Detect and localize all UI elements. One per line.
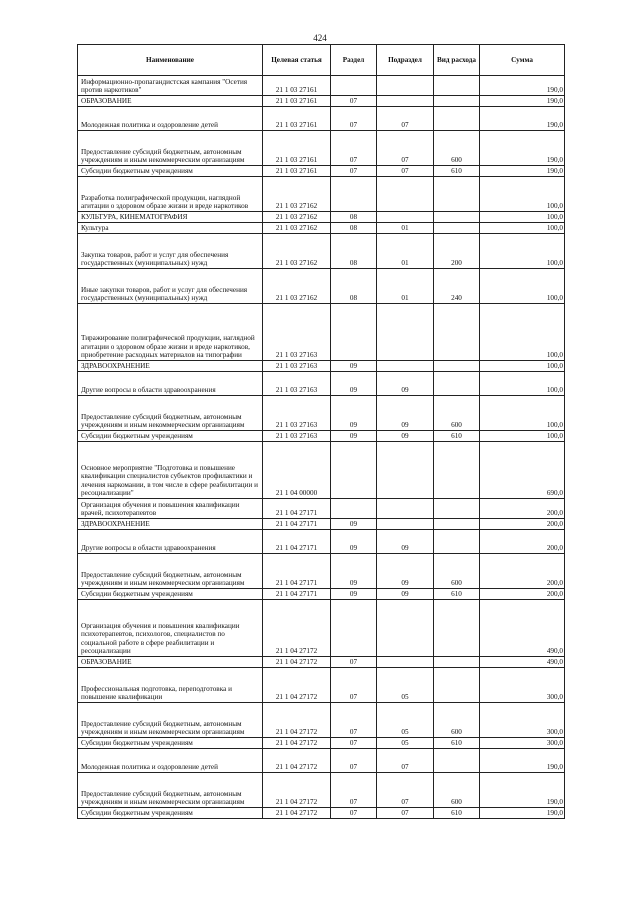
cell-subsection: 07 — [377, 773, 434, 808]
cell-target-article: 21 1 03 27162 — [263, 212, 331, 223]
cell-target-article: 21 1 04 27172 — [263, 668, 331, 703]
cell-target-article: 21 1 03 27161 — [263, 107, 331, 131]
cell-subsection: 09 — [377, 589, 434, 600]
cell-amount: 100,0 — [480, 304, 565, 361]
cell-name: Субсидии бюджетным учреждениям — [78, 166, 263, 177]
cell-subsection — [377, 96, 434, 107]
cell-amount: 100,0 — [480, 396, 565, 431]
cell-section: 09 — [331, 530, 377, 554]
cell-amount: 100,0 — [480, 223, 565, 234]
cell-name: Организация обучения и повышения квалификации психотерапевтов, психологов, специалистов по социальной работе в сфере реабилитации и ресоциализации — [78, 600, 263, 657]
cell-expense-type: 600 — [434, 554, 480, 589]
cell-section: 07 — [331, 131, 377, 166]
cell-name: Субсидии бюджетным учреждениям — [78, 808, 263, 819]
cell-subsection: 07 — [377, 131, 434, 166]
cell-expense-type — [434, 304, 480, 361]
cell-expense-type: 610 — [434, 589, 480, 600]
cell-target-article: 21 1 04 27171 — [263, 519, 331, 530]
cell-subsection — [377, 212, 434, 223]
cell-section: 07 — [331, 808, 377, 819]
table-body — [78, 76, 565, 819]
cell-name: Предоставление субсидий бюджетным, автономным учреждениям и иным некоммерческим организациям — [78, 396, 263, 431]
cell-amount: 190,0 — [480, 808, 565, 819]
cell-subsection: 01 — [377, 234, 434, 269]
cell-expense-type — [434, 657, 480, 668]
cell-amount: 200,0 — [480, 499, 565, 519]
cell-target-article: 21 1 04 27171 — [263, 589, 331, 600]
cell-section: 08 — [331, 212, 377, 223]
cell-subsection: 07 — [377, 107, 434, 131]
cell-amount: 490,0 — [480, 657, 565, 668]
cell-subsection: 09 — [377, 372, 434, 396]
table-row — [78, 808, 565, 819]
cell-expense-type: 600 — [434, 703, 480, 738]
cell-target-article: 21 1 03 27163 — [263, 361, 331, 372]
cell-expense-type — [434, 600, 480, 657]
cell-name: Иные закупки товаров, работ и услуг для обеспечения государственных (муниципальных) нужд — [78, 269, 263, 304]
table-row — [78, 166, 565, 177]
cell-amount: 200,0 — [480, 519, 565, 530]
cell-amount: 190,0 — [480, 749, 565, 773]
cell-section: 09 — [331, 431, 377, 442]
header-target-article: Целевая статья — [263, 45, 331, 76]
cell-amount: 190,0 — [480, 76, 565, 96]
cell-expense-type — [434, 107, 480, 131]
cell-name: Закупка товаров, работ и услуг для обеспечения государственных (муниципальных) нужд — [78, 234, 263, 269]
cell-target-article: 21 1 04 27172 — [263, 773, 331, 808]
cell-target-article: 21 1 04 00000 — [263, 442, 331, 499]
table-row — [78, 442, 565, 499]
cell-amount: 190,0 — [480, 773, 565, 808]
header-amount: Сумма — [480, 45, 565, 76]
cell-name: Профессиональная подготовка, переподготовка и повышение квалификации — [78, 668, 263, 703]
cell-amount: 100,0 — [480, 372, 565, 396]
cell-name: Другие вопросы в области здравоохранения — [78, 530, 263, 554]
cell-expense-type — [434, 212, 480, 223]
cell-subsection: 09 — [377, 530, 434, 554]
cell-expense-type — [434, 668, 480, 703]
table-header-row — [78, 45, 565, 76]
cell-amount: 300,0 — [480, 738, 565, 749]
cell-amount: 190,0 — [480, 96, 565, 107]
table-row — [78, 223, 565, 234]
cell-name: Предоставление субсидий бюджетным, автономным учреждениям и иным некоммерческим организациям — [78, 703, 263, 738]
cell-target-article: 21 1 03 27162 — [263, 234, 331, 269]
cell-subsection: 09 — [377, 554, 434, 589]
cell-target-article: 21 1 04 27172 — [263, 808, 331, 819]
cell-subsection: 05 — [377, 703, 434, 738]
cell-amount: 200,0 — [480, 589, 565, 600]
cell-subsection: 01 — [377, 223, 434, 234]
cell-section — [331, 442, 377, 499]
cell-name: Тиражирование полиграфической продукции, наглядной агитации о здоровом образе жизни и вреде наркотиков, приобретение расходных материалов на типографии — [78, 304, 263, 361]
table-row — [78, 304, 565, 361]
cell-name: Основное мероприятие "Подготовка и повышение квалификации специалистов субъектов профилактики и лечения наркомании, в том числе в сфере реабилитации и ресоциализации" — [78, 442, 263, 499]
table-row — [78, 212, 565, 223]
cell-section: 07 — [331, 166, 377, 177]
cell-target-article: 21 1 03 27161 — [263, 131, 331, 166]
cell-name: Другие вопросы в области здравоохранения — [78, 372, 263, 396]
cell-section: 08 — [331, 269, 377, 304]
table-row — [78, 361, 565, 372]
cell-section — [331, 76, 377, 96]
cell-target-article: 21 1 04 27172 — [263, 738, 331, 749]
cell-section: 07 — [331, 773, 377, 808]
cell-section: 09 — [331, 361, 377, 372]
cell-subsection: 09 — [377, 396, 434, 431]
cell-name: Предоставление субсидий бюджетным, автономным учреждениям и иным некоммерческим организациям — [78, 773, 263, 808]
table-row — [78, 554, 565, 589]
cell-amount: 300,0 — [480, 703, 565, 738]
table-row — [78, 530, 565, 554]
cell-subsection — [377, 304, 434, 361]
cell-expense-type: 200 — [434, 234, 480, 269]
cell-target-article: 21 1 03 27163 — [263, 396, 331, 431]
cell-amount: 490,0 — [480, 600, 565, 657]
cell-target-article: 21 1 03 27162 — [263, 177, 331, 212]
cell-expense-type — [434, 223, 480, 234]
cell-subsection: 01 — [377, 269, 434, 304]
cell-section: 07 — [331, 96, 377, 107]
cell-section: 09 — [331, 589, 377, 600]
cell-section: 07 — [331, 657, 377, 668]
cell-target-article: 21 1 03 27161 — [263, 96, 331, 107]
table-row — [78, 600, 565, 657]
cell-name: ЗДРАВООХРАНЕНИЕ — [78, 519, 263, 530]
cell-subsection — [377, 361, 434, 372]
cell-target-article: 21 1 04 27172 — [263, 703, 331, 738]
cell-subsection — [377, 519, 434, 530]
cell-section: 07 — [331, 668, 377, 703]
table-row — [78, 396, 565, 431]
cell-section: 09 — [331, 372, 377, 396]
table-row — [78, 519, 565, 530]
table-row — [78, 372, 565, 396]
cell-target-article: 21 1 04 27172 — [263, 600, 331, 657]
header-expense-type: Вид расхода — [434, 45, 480, 76]
cell-section — [331, 304, 377, 361]
cell-subsection: 09 — [377, 431, 434, 442]
table-row — [78, 96, 565, 107]
cell-section: 09 — [331, 396, 377, 431]
cell-name: Предоставление субсидий бюджетным, автономным учреждениям и иным некоммерческим организациям — [78, 131, 263, 166]
cell-amount: 690,0 — [480, 442, 565, 499]
budget-table — [77, 44, 565, 819]
table-row — [78, 668, 565, 703]
cell-subsection — [377, 499, 434, 519]
cell-target-article: 21 1 04 27172 — [263, 749, 331, 773]
page-number: 424 — [313, 33, 327, 43]
cell-section: 07 — [331, 703, 377, 738]
table-row — [78, 431, 565, 442]
table-row — [78, 703, 565, 738]
cell-expense-type — [434, 76, 480, 96]
cell-target-article: 21 1 03 27162 — [263, 269, 331, 304]
cell-name: Молодежная политика и оздоровление детей — [78, 107, 263, 131]
cell-expense-type — [434, 177, 480, 212]
table-row — [78, 177, 565, 212]
table-row — [78, 738, 565, 749]
cell-section: 07 — [331, 107, 377, 131]
cell-expense-type — [434, 519, 480, 530]
cell-section — [331, 177, 377, 212]
table-row — [78, 131, 565, 166]
cell-name: ОБРАЗОВАНИЕ — [78, 657, 263, 668]
cell-expense-type: 610 — [434, 808, 480, 819]
cell-name: ОБРАЗОВАНИЕ — [78, 96, 263, 107]
cell-target-article: 21 1 04 27171 — [263, 499, 331, 519]
cell-expense-type: 600 — [434, 396, 480, 431]
cell-subsection — [377, 657, 434, 668]
cell-name: Разработка полиграфической продукции, наглядной агитации о здоровом образе жизни и вреде наркотиков — [78, 177, 263, 212]
cell-subsection — [377, 442, 434, 499]
header-section: Раздел — [331, 45, 377, 76]
cell-section: 07 — [331, 749, 377, 773]
cell-amount: 100,0 — [480, 269, 565, 304]
cell-name: Организация обучения и повышения квалификации врачей, психотерапевтов — [78, 499, 263, 519]
table-row — [78, 657, 565, 668]
cell-amount: 190,0 — [480, 107, 565, 131]
cell-section: 09 — [331, 519, 377, 530]
cell-name: Культура — [78, 223, 263, 234]
cell-amount: 100,0 — [480, 361, 565, 372]
cell-section: 08 — [331, 234, 377, 269]
cell-expense-type: 600 — [434, 131, 480, 166]
cell-subsection: 07 — [377, 166, 434, 177]
cell-target-article: 21 1 03 27162 — [263, 223, 331, 234]
cell-expense-type: 240 — [434, 269, 480, 304]
cell-subsection: 07 — [377, 749, 434, 773]
cell-expense-type — [434, 499, 480, 519]
cell-expense-type — [434, 361, 480, 372]
cell-expense-type: 610 — [434, 738, 480, 749]
header-subsection: Подраздел — [377, 45, 434, 76]
cell-subsection — [377, 177, 434, 212]
cell-amount: 190,0 — [480, 166, 565, 177]
cell-target-article: 21 1 03 27163 — [263, 372, 331, 396]
table-row — [78, 269, 565, 304]
cell-section — [331, 600, 377, 657]
cell-amount: 200,0 — [480, 530, 565, 554]
cell-target-article: 21 1 04 27171 — [263, 530, 331, 554]
cell-name: Информационно-пропагандистская кампания "Осетия против наркотиков" — [78, 76, 263, 96]
cell-target-article: 21 1 03 27161 — [263, 76, 331, 96]
table-row — [78, 107, 565, 131]
table-row — [78, 76, 565, 96]
cell-amount: 300,0 — [480, 668, 565, 703]
cell-expense-type: 610 — [434, 166, 480, 177]
cell-amount: 100,0 — [480, 177, 565, 212]
cell-expense-type — [434, 372, 480, 396]
cell-expense-type: 600 — [434, 773, 480, 808]
table-row — [78, 234, 565, 269]
cell-subsection — [377, 600, 434, 657]
cell-name: Субсидии бюджетным учреждениям — [78, 589, 263, 600]
cell-name: Субсидии бюджетным учреждениям — [78, 431, 263, 442]
cell-name: ЗДРАВООХРАНЕНИЕ — [78, 361, 263, 372]
cell-section: 08 — [331, 223, 377, 234]
cell-subsection: 07 — [377, 808, 434, 819]
table-row — [78, 499, 565, 519]
cell-target-article: 21 1 03 27163 — [263, 431, 331, 442]
cell-target-article: 21 1 03 27163 — [263, 304, 331, 361]
cell-amount: 100,0 — [480, 234, 565, 269]
cell-amount: 100,0 — [480, 212, 565, 223]
cell-target-article: 21 1 04 27172 — [263, 657, 331, 668]
cell-name: Предоставление субсидий бюджетным, автономным учреждениям и иным некоммерческим организациям — [78, 554, 263, 589]
cell-name: Субсидии бюджетным учреждениям — [78, 738, 263, 749]
table-row — [78, 773, 565, 808]
cell-subsection: 05 — [377, 738, 434, 749]
table-row — [78, 749, 565, 773]
cell-section: 07 — [331, 738, 377, 749]
cell-expense-type — [434, 749, 480, 773]
cell-subsection: 05 — [377, 668, 434, 703]
cell-target-article: 21 1 03 27161 — [263, 166, 331, 177]
cell-expense-type — [434, 96, 480, 107]
cell-expense-type — [434, 530, 480, 554]
cell-expense-type: 610 — [434, 431, 480, 442]
cell-subsection — [377, 76, 434, 96]
cell-section — [331, 499, 377, 519]
cell-name: Молодежная политика и оздоровление детей — [78, 749, 263, 773]
cell-amount: 100,0 — [480, 431, 565, 442]
cell-name: КУЛЬТУРА, КИНЕМАТОГРАФИЯ — [78, 212, 263, 223]
table-row — [78, 589, 565, 600]
cell-amount: 200,0 — [480, 554, 565, 589]
cell-expense-type — [434, 442, 480, 499]
cell-target-article: 21 1 04 27171 — [263, 554, 331, 589]
header-name: Наименование — [78, 45, 263, 76]
cell-section: 09 — [331, 554, 377, 589]
cell-amount: 190,0 — [480, 131, 565, 166]
